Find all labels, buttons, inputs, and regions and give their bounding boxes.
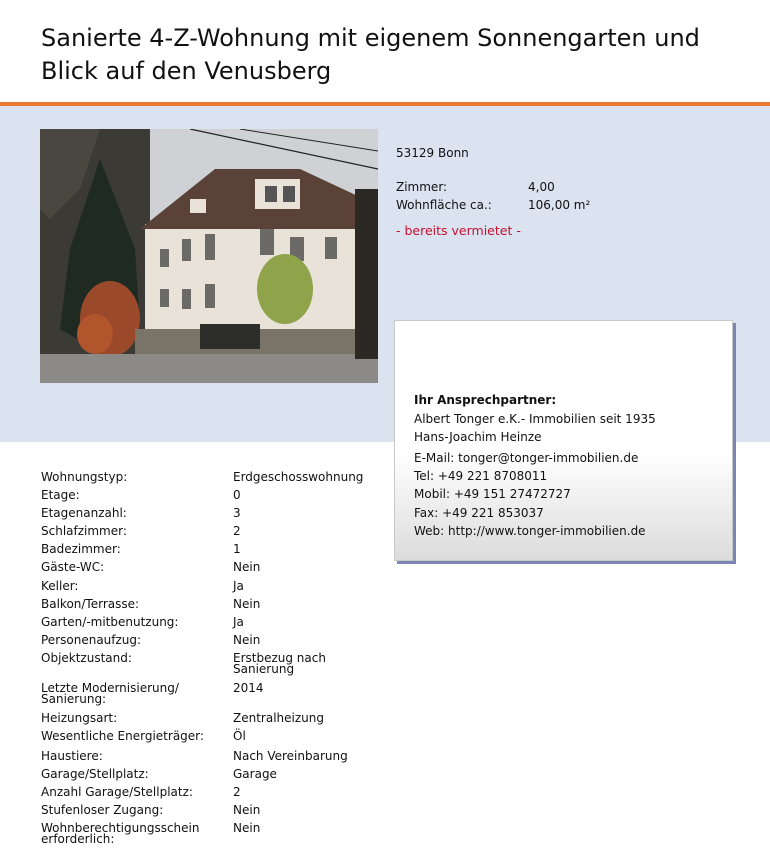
contact-tel[interactable]: Tel: +49 221 8708011 <box>414 469 548 483</box>
detail-value: Öl <box>233 729 246 743</box>
detail-label: Stufenloser Zugang: <box>41 803 164 817</box>
detail-value: Zentralheizung <box>233 711 324 725</box>
detail-value: 3 <box>233 506 241 520</box>
detail-value: Nein <box>233 597 261 611</box>
detail-label: Badezimmer: <box>41 542 121 556</box>
detail-value: 0 <box>233 488 241 502</box>
contact-box <box>394 320 733 561</box>
detail-label: Wesentliche Energieträger: <box>41 729 204 743</box>
detail-label: Objektzustand: <box>41 651 132 665</box>
detail-value: Nach Vereinbarung <box>233 749 348 763</box>
contact-fax: Fax: +49 221 853037 <box>414 506 544 520</box>
contact-web[interactable]: Web: http://www.tonger-immobilien.de <box>414 524 646 538</box>
detail-value: Nein <box>233 633 261 647</box>
detail-value: Garage <box>233 767 277 781</box>
area-label: Wohnfläche ca.: <box>396 198 492 212</box>
detail-label: Anzahl Garage/Stellplatz: <box>41 785 193 799</box>
detail-label: Heizungsart: <box>41 711 118 725</box>
detail-label: Etagenanzahl: <box>41 506 127 520</box>
area-value: 106,00 m² <box>528 198 591 212</box>
contact-heading: Ihr Ansprechpartner: <box>414 393 557 407</box>
detail-value: Ja <box>233 579 244 593</box>
detail-label: Keller: <box>41 579 79 593</box>
detail-value: Nein <box>233 821 261 835</box>
detail-value: Nein <box>233 560 261 574</box>
detail-value: 1 <box>233 542 241 556</box>
detail-label: Garage/Stellplatz: <box>41 767 149 781</box>
detail-label: Etage: <box>41 488 80 502</box>
contact-company: Albert Tonger e.K.- Immobilien seit 1935 <box>414 412 656 426</box>
detail-label: Personenaufzug: <box>41 633 142 647</box>
rental-status: - bereits vermietet - <box>396 223 521 238</box>
location: 53129 Bonn <box>396 146 469 160</box>
detail-label: Schlafzimmer: <box>41 524 127 538</box>
property-photo[interactable] <box>40 129 378 383</box>
contact-email[interactable]: E-Mail: tonger@tonger-immobilien.de <box>414 451 639 465</box>
rooms-value: 4,00 <box>528 180 555 194</box>
detail-value: 2 <box>233 785 241 799</box>
detail-label: Letzte Modernisierung/ Sanierung: <box>41 681 179 706</box>
contact-mobil[interactable]: Mobil: +49 151 27472727 <box>414 487 571 501</box>
detail-value: Erstbezug nach Sanierung <box>233 651 326 676</box>
detail-label: Gäste-WC: <box>41 560 105 574</box>
detail-value: Ja <box>233 615 244 629</box>
detail-value: Erdgeschosswohnung <box>233 470 364 484</box>
detail-label: Haustiere: <box>41 749 103 763</box>
detail-label: Wohnberechtigungsschein erforderlich: <box>41 821 200 846</box>
detail-value: 2014 <box>233 681 264 695</box>
detail-label: Garten/-mitbenutzung: <box>41 615 179 629</box>
contact-person: Hans-Joachim Heinze <box>414 430 542 444</box>
detail-value: 2 <box>233 524 241 538</box>
rooms-label: Zimmer: <box>396 180 448 194</box>
detail-value: Nein <box>233 803 261 817</box>
page-title: Sanierte 4-Z-Wohnung mit eigenem Sonnengarten und Blick auf den Venusberg <box>41 24 700 85</box>
detail-label: Balkon/Terrasse: <box>41 597 140 611</box>
detail-label: Wohnungstyp: <box>41 470 128 484</box>
